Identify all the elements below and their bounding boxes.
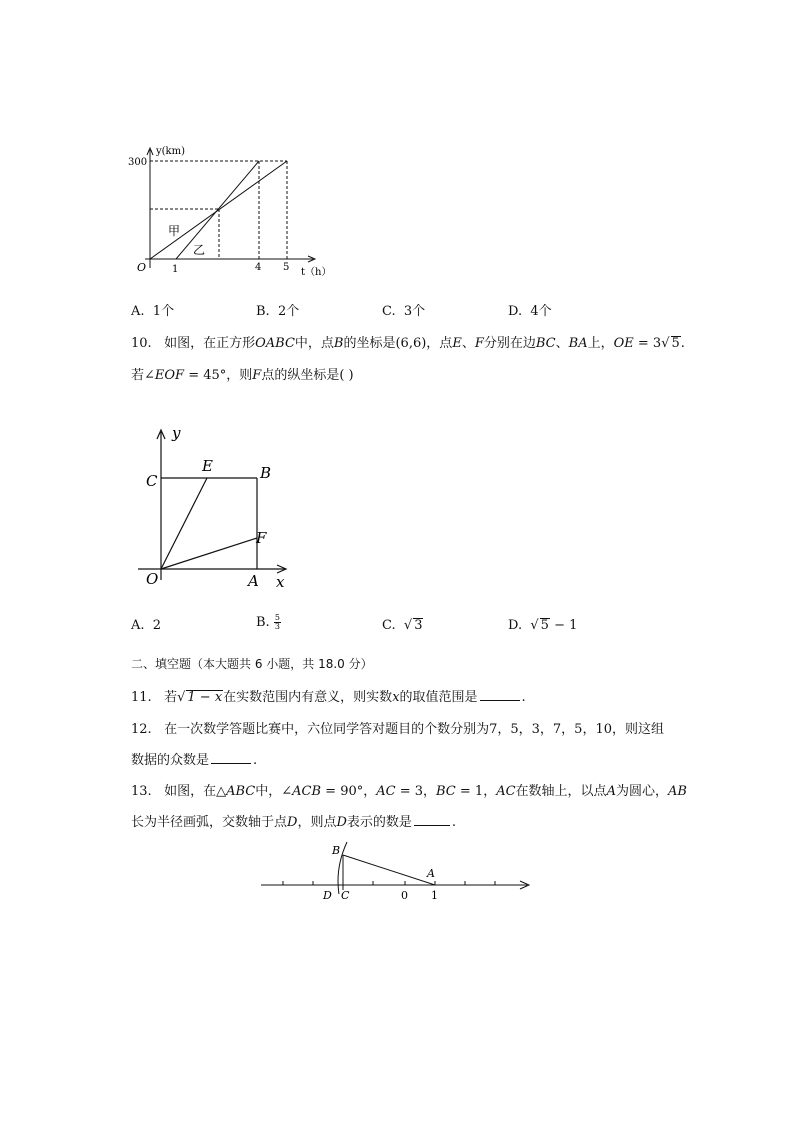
label-o: O	[146, 570, 159, 588]
sqrt-symbol: √	[177, 690, 186, 705]
label-y: y	[172, 424, 181, 442]
origin-label: O	[137, 261, 147, 274]
square-oabc-diagram	[130, 420, 300, 595]
label-c: C	[146, 472, 158, 490]
label-one: 1	[431, 889, 438, 902]
q10-line-1: 10. 如图，在正方形OABC中，点B的坐标是(6,6)，点E、F分别在边BC、BA上，OE = 3√ 5.	[131, 336, 685, 351]
distance-time-graph	[125, 140, 340, 280]
q12-line-2: 数据的众数是 .	[131, 753, 258, 768]
sqrt-symbol: √	[530, 618, 539, 633]
label-f: F	[256, 529, 267, 547]
label-a: A	[248, 572, 259, 590]
ticks	[283, 881, 495, 885]
y-axis-label: y(km)	[156, 146, 185, 157]
label-yi: 乙	[193, 243, 206, 257]
segment-ab	[343, 855, 435, 885]
q9-option-a[interactable]: A. 1个	[131, 304, 175, 319]
q13-line-1: 13. 如图，在△ABC中，∠ACB = 90°，AC = 3，BC = 1，AC在数轴上，以点A为圆心，AB	[131, 784, 687, 799]
answer-blank[interactable]	[480, 688, 520, 701]
sqrt-symbol: √	[661, 336, 670, 351]
line-yi	[176, 161, 259, 259]
number-line-diagram	[255, 838, 540, 908]
answer-blank[interactable]	[211, 751, 251, 764]
q11: 11. 若√ 1 − x在实数范围内有意义，则实数x的取值范围是 .	[131, 690, 526, 705]
label-jia: 甲	[168, 224, 181, 238]
q10-option-a[interactable]: A. 2	[131, 618, 162, 633]
label-x: x	[276, 573, 285, 591]
y-tick-300: 300	[128, 157, 148, 168]
q9-option-c[interactable]: C. 3个	[382, 304, 426, 319]
segment-oe	[161, 478, 207, 569]
label-c: C	[341, 889, 350, 902]
q10-option-d[interactable]: D. √ 5 − 1	[508, 618, 578, 633]
label-a: A	[427, 867, 435, 880]
x-axis-label: t（h）	[301, 267, 332, 278]
label-d: D	[323, 889, 332, 902]
answer-blank[interactable]	[414, 813, 450, 826]
x-tick-5: 5	[283, 262, 290, 273]
q10-line-2: 若∠EOF = 45°，则F点的纵坐标是( )	[131, 368, 354, 383]
sqrt-symbol: √	[403, 618, 413, 633]
q13-line-2: 长为半径画弧，交数轴于点D，则点D表示的数是 .	[131, 815, 457, 830]
label-b: B	[332, 844, 341, 857]
label-b: B	[260, 464, 272, 482]
section-fill-in-blank-heading: 二、填空题（本大题共 6 小题，共 18.0 分）	[131, 657, 373, 671]
fraction: $\frac{5}{3}$	[274, 613, 280, 631]
q12-line-1: 12. 在一次数学答题比赛中，六位同学答对题目的个数分别为7，5，3，7，5，10，则这组	[131, 722, 664, 737]
label-zero: 0	[401, 889, 408, 902]
x-tick-1: 1	[172, 264, 179, 275]
q9-option-b[interactable]: B. 2个	[256, 304, 300, 319]
q10-option-b[interactable]: B. $\frac{5}{3}$	[256, 613, 280, 631]
label-e: E	[202, 457, 213, 475]
q9-option-d[interactable]: D. 4个	[508, 304, 552, 319]
segment-of	[161, 538, 257, 569]
q10-option-c[interactable]: C. √ 3	[382, 618, 423, 633]
x-tick-4: 4	[255, 262, 262, 273]
